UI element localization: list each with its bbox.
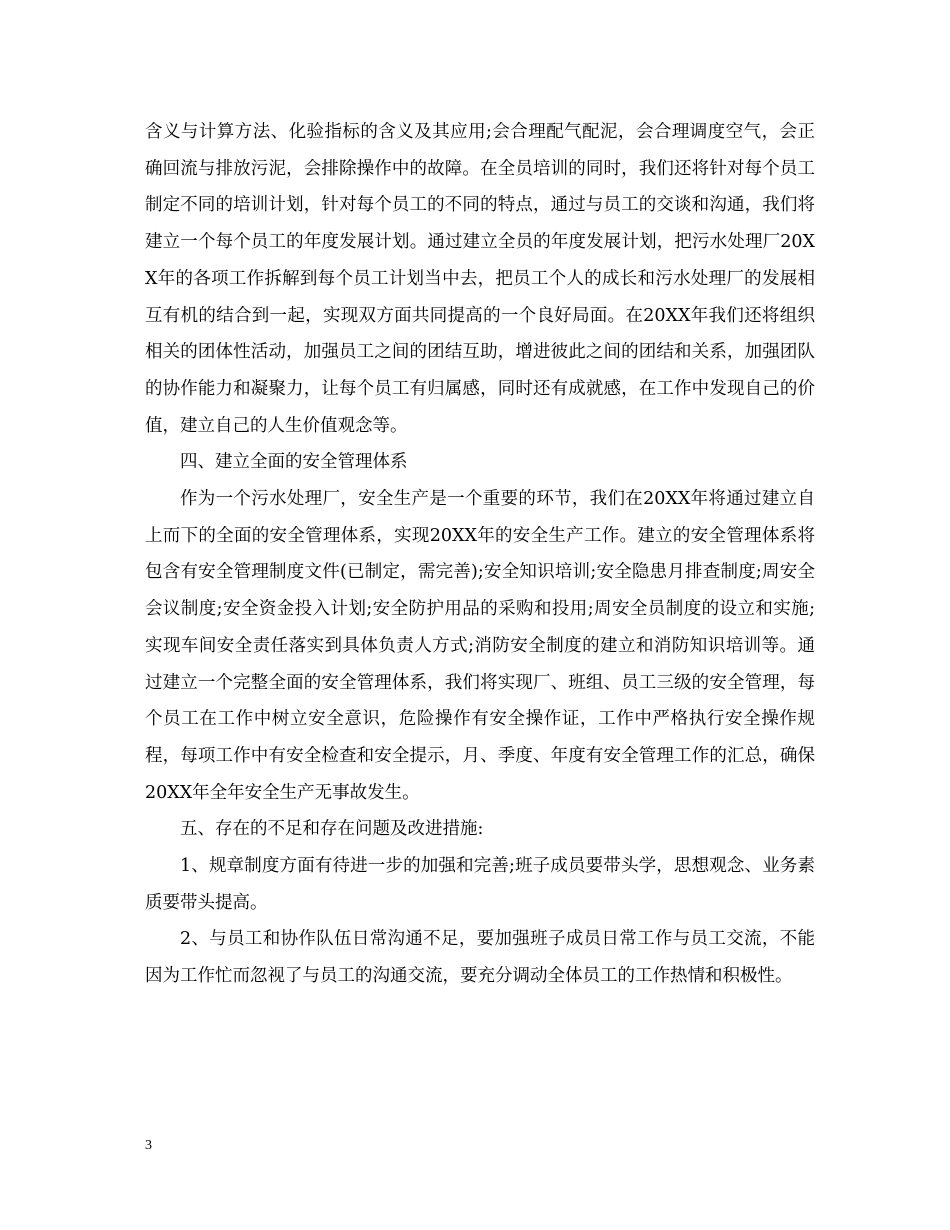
page-number: 3 — [145, 1138, 152, 1153]
paragraph-safety-system: 作为一个污水处理厂，安全生产是一个重要的环节，我们在20XX年将通过建立自上而下的全面的安全管理体系，实现20XX年的安全生产工作。建立的安全管理体系将包含有安全管理制度文件(已制定，需完善);安全知识培训;安全隐患月排查制度;周安全会议制度;安全资金投入计划;安全防护用品的采购和投用;周安全员制度的设立和实施;实现车间安全责任落实到具体负责人方式;消防安全制度的建立和消防知识培训等。通过建立一个完整全面的安全管理体系，我们将实现厂、班组、员工三级的安全管理，每个员工在工作中树立安全意识，危险操作有安全操作证，工作中严格执行安全操作规程，每项工作中有安全检查和安全提示，月、季度、年度有安全管理工作的汇总，确保20XX年全年安全生产无事故发生。 — [145, 489, 815, 803]
section-heading-problems: 五、存在的不足和存在问题及改进措施: — [180, 819, 484, 840]
paragraph-problem-2: 2、与员工和协作队伍日常沟通不足，要加强班子成员日常工作与员工交流，不能因为工作忙而忽视了与员工的沟通交流，要充分调动全体员工的工作热情和积极性。 — [145, 929, 815, 987]
section-heading-safety-system: 四、建立全面的安全管理体系 — [180, 452, 408, 473]
paragraph-training-continued: 含义与计算方法、化验指标的含义及其应用;会合理配气配泥，会合理调度空气，会正确回流与排放污泥，会排除操作中的故障。在全员培训的同时，我们还将针对每个员工制定不同的培训计划，针对每个员工的不同的特点，通过与员工的交谈和沟通，我们将建立一个每个员工的年度发展计划。通过建立全员的年度发展计划，把污水处理厂20XX年的各项工作拆解到每个员工计划当中去，把员工个人的成长和污水处理厂的发展相互有机的结合到一起，实现双方面共同提高的一个良好局面。在20XX年我们还将组织相关的团体性活动，加强员工之间的团结互助，增进彼此之间的团结和关系，加强团队的协作能力和凝聚力，让每个员工有归属感，同时还有成就感，在工作中发现自己的价值，建立自己的人生价值观念等。 — [145, 122, 815, 436]
document-body — [145, 114, 815, 995]
paragraph-problem-1: 1、规章制度方面有待进一步的加强和完善;班子成员要带头学，思想观念、业务素质要带头提高。 — [145, 856, 815, 913]
